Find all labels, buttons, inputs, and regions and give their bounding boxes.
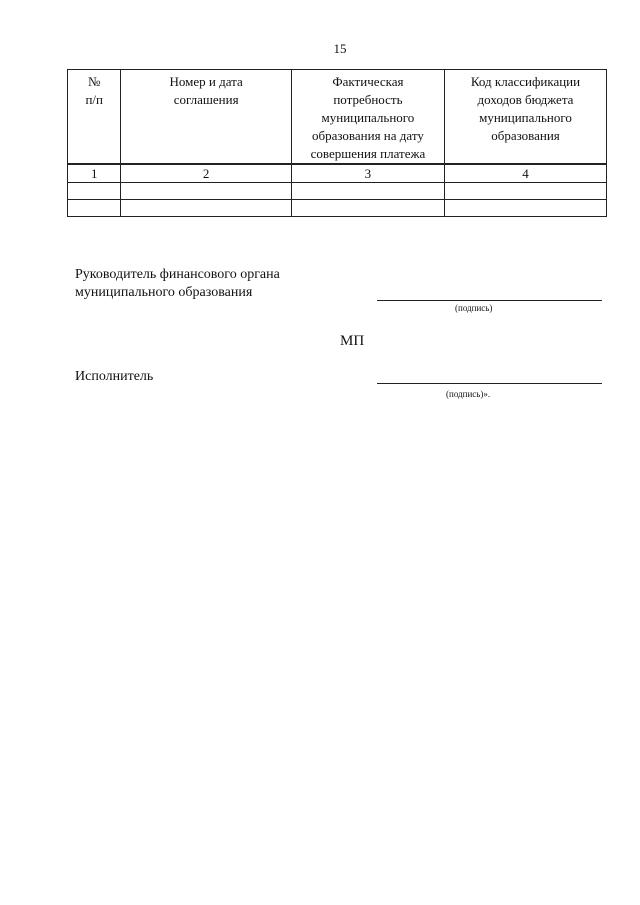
head-signature-line [377, 300, 602, 301]
header-line: образования на дату [311, 128, 424, 143]
table-cell [444, 183, 606, 200]
header-line: муниципального [479, 110, 572, 125]
header-cell-agreement [121, 70, 291, 165]
header-line: п/п [85, 92, 103, 107]
head-label-line2: муниципального образования [75, 285, 253, 300]
table-cell [68, 200, 121, 217]
table-cell [291, 200, 444, 217]
header-line: потребность [333, 92, 403, 107]
header-line: доходов бюджета [477, 92, 574, 107]
table-cell [444, 200, 606, 217]
executor-signature-line [377, 383, 602, 384]
header-line: муниципального [321, 110, 415, 125]
header-line: № [88, 74, 101, 89]
payment-table [67, 69, 607, 217]
column-number-row [68, 164, 607, 183]
stamp-label: МП [340, 333, 365, 349]
table-header-row [68, 70, 607, 165]
executor-label: Исполнитель [75, 369, 154, 384]
table-cell [68, 183, 121, 200]
header-line: совершения платежа [310, 146, 426, 161]
header-line: соглашения [173, 92, 239, 107]
header-cell-number [68, 70, 121, 165]
table-row [68, 200, 607, 217]
table-cell [121, 200, 291, 217]
head-signature-caption: (подпись) [455, 303, 493, 313]
header-line: Код классификации [470, 74, 581, 89]
table-cell [121, 183, 291, 200]
header-cell-actual-need [291, 70, 444, 165]
head-label-line1: Руководитель финансового органа [75, 267, 280, 282]
header-line: Номер и дата [169, 74, 243, 89]
column-number-cell: 1 [68, 164, 121, 183]
table-cell [291, 183, 444, 200]
column-number-cell: 4 [444, 164, 606, 183]
table-row [68, 183, 607, 200]
executor-signature-caption: (подпись)». [446, 389, 491, 399]
column-number-cell: 2 [121, 164, 291, 183]
header-line: Фактическая [332, 74, 404, 89]
page-number: 15 [333, 41, 347, 56]
column-number-cell: 3 [291, 164, 444, 183]
header-cell-revenue-code [444, 70, 606, 165]
header-line: образования [491, 128, 560, 143]
